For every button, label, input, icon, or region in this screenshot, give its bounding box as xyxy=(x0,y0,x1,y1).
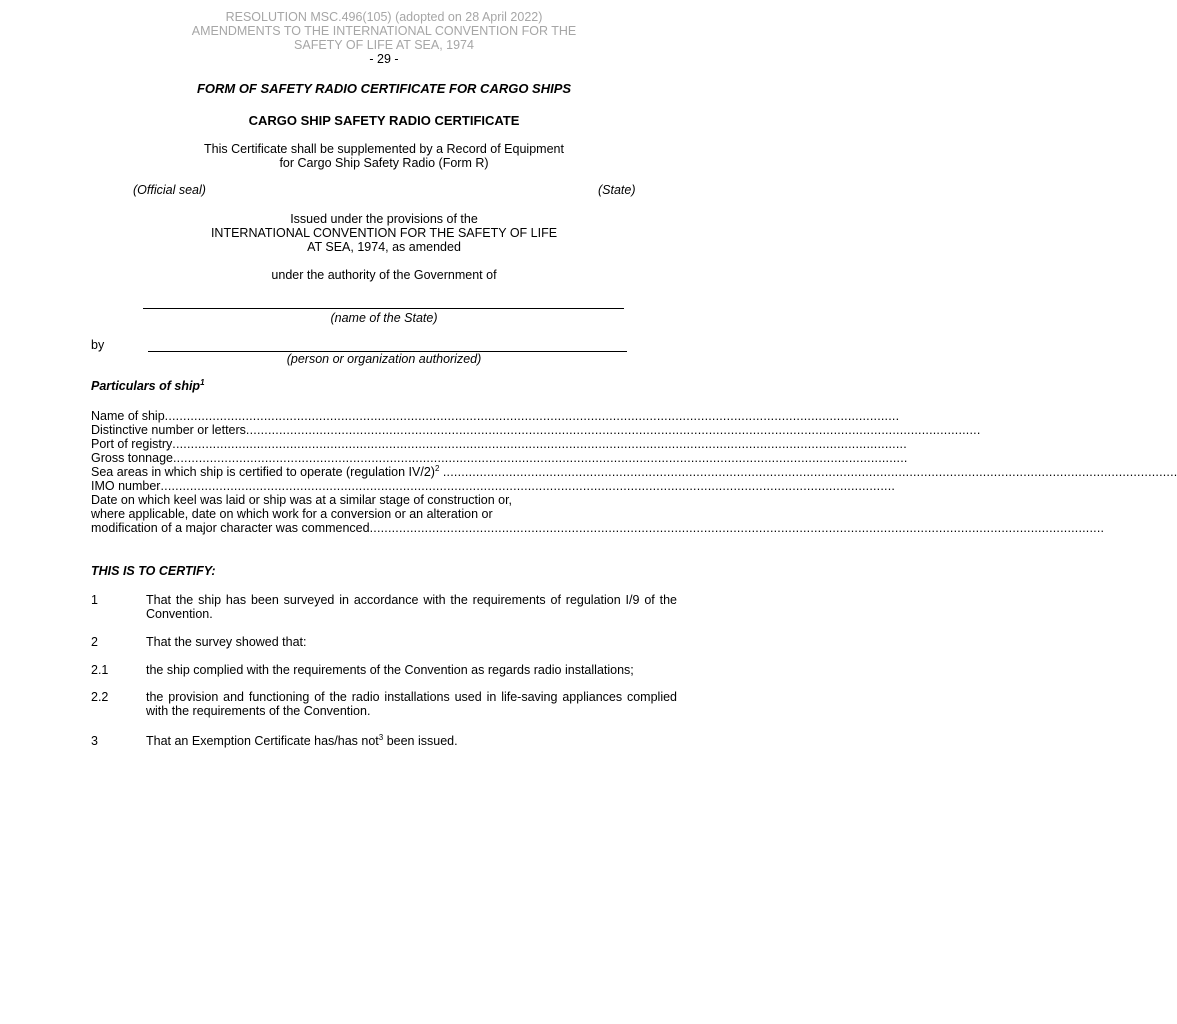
by-label: by xyxy=(91,338,105,352)
particulars-heading-text: Particulars of ship xyxy=(91,379,201,393)
issued-under xyxy=(0,212,768,254)
issued-line: INTERNATIONAL CONVENTION FOR THE SAFETY OF LIFE xyxy=(210,226,558,240)
field-label: Gross tonnage xyxy=(91,451,173,465)
field-label: IMO number xyxy=(91,479,161,493)
header-convention: SAFETY OF LIFE AT SEA, 1974 xyxy=(294,38,474,52)
document-header xyxy=(0,10,768,66)
dotted-leader: ........................................................................................................................................................................................................ xyxy=(164,409,900,423)
header-resolution: RESOLUTION MSC.496(105) (adopted on 28 April 2022) xyxy=(225,10,543,24)
field-distinctive-number xyxy=(91,423,981,437)
item-number: 2.1 xyxy=(91,663,109,677)
particulars-heading xyxy=(91,379,205,393)
form-title: FORM OF SAFETY RADIO CERTIFICATE FOR CARGO SHIPS xyxy=(196,81,572,96)
field-label-text: Sea areas in which ship is certified to operate (regulation IV/2) xyxy=(91,465,435,479)
item-text-part: That an Exemption Certificate has/has not xyxy=(146,734,379,748)
item-text-part: been issued. xyxy=(383,734,458,748)
field-gross-tonnage xyxy=(91,451,908,465)
dotted-leader: ........................................................................................................................................................................................................ xyxy=(173,451,908,465)
item-text: That the ship has been surveyed in accordance with the requirements of regulation I/9 of the Convention. xyxy=(146,593,677,621)
state-label: (State) xyxy=(598,183,636,197)
state-name-caption: (name of the State) xyxy=(330,311,438,325)
item-number: 2 xyxy=(91,635,98,649)
official-seal-label: (Official seal) xyxy=(133,183,206,197)
state-name-blank xyxy=(143,296,624,309)
supplement-line: This Certificate shall be supplemented by a Record of Equipment xyxy=(204,142,564,156)
issued-line: Issued under the provisions of the xyxy=(290,212,478,226)
footnote-marker: 1 xyxy=(200,378,205,387)
field-label xyxy=(91,465,443,479)
field-label: Port of registry xyxy=(91,437,173,451)
certify-heading: THIS IS TO CERTIFY: xyxy=(91,564,216,578)
field-label: Name of ship xyxy=(91,409,165,423)
header-amendments: AMENDMENTS TO THE INTERNATIONAL CONVENTION FOR THE xyxy=(191,24,577,38)
field-label: modification of a major character was commenced xyxy=(91,521,370,535)
authorized-person-caption: (person or organization authorized) xyxy=(286,352,482,366)
supplement-line: for Cargo Ship Safety Radio (Form R) xyxy=(279,156,489,170)
page-number: - 29 - xyxy=(369,52,399,66)
item-number: 2.2 xyxy=(91,690,109,704)
field-port-of-registry xyxy=(91,437,907,451)
field-name-of-ship xyxy=(91,409,900,423)
dotted-leader: ........................................................................................................................................................................................................ xyxy=(160,479,896,493)
dotted-leader: ........................................................................................................................................................................................................ xyxy=(442,465,1177,479)
dotted-leader: ........................................................................................................................................................................................................ xyxy=(172,437,907,451)
keel-date-line: Date on which keel was laid or ship was at a similar stage of construction or, xyxy=(91,493,513,507)
keel-date-line: where applicable, date on which work for a conversion or an alteration or xyxy=(91,507,493,521)
item-number: 1 xyxy=(91,593,98,607)
issued-line: AT SEA, 1974, as amended xyxy=(307,240,461,254)
item-text xyxy=(146,734,677,748)
field-label: Distinctive number or letters xyxy=(91,423,246,437)
dotted-leader: ........................................................................................................................................................................................................ xyxy=(245,423,981,437)
item-text: That the survey showed that: xyxy=(146,635,307,649)
supplement-note xyxy=(0,142,768,170)
footnote-marker: 3 xyxy=(378,733,384,742)
footnote-marker: 2 xyxy=(434,464,440,473)
field-sea-areas xyxy=(91,464,1177,479)
item-text: the ship complied with the requirements of the Convention as regards radio installations; xyxy=(146,663,634,677)
field-imo-number xyxy=(91,479,896,493)
field-keel-date xyxy=(91,521,1105,535)
authority-text: under the authority of the Government of xyxy=(271,268,497,282)
certificate-title: CARGO SHIP SAFETY RADIO CERTIFICATE xyxy=(248,113,520,128)
item-number: 3 xyxy=(91,734,98,748)
authorized-person-blank xyxy=(148,339,627,352)
ship-particulars xyxy=(91,409,1177,535)
item-text: the provision and functioning of the radio installations used in life-saving appliances complied with the requirements of the Convention. xyxy=(146,690,677,718)
dotted-leader: ........................................................................................................................................................................................................ xyxy=(369,521,1105,535)
